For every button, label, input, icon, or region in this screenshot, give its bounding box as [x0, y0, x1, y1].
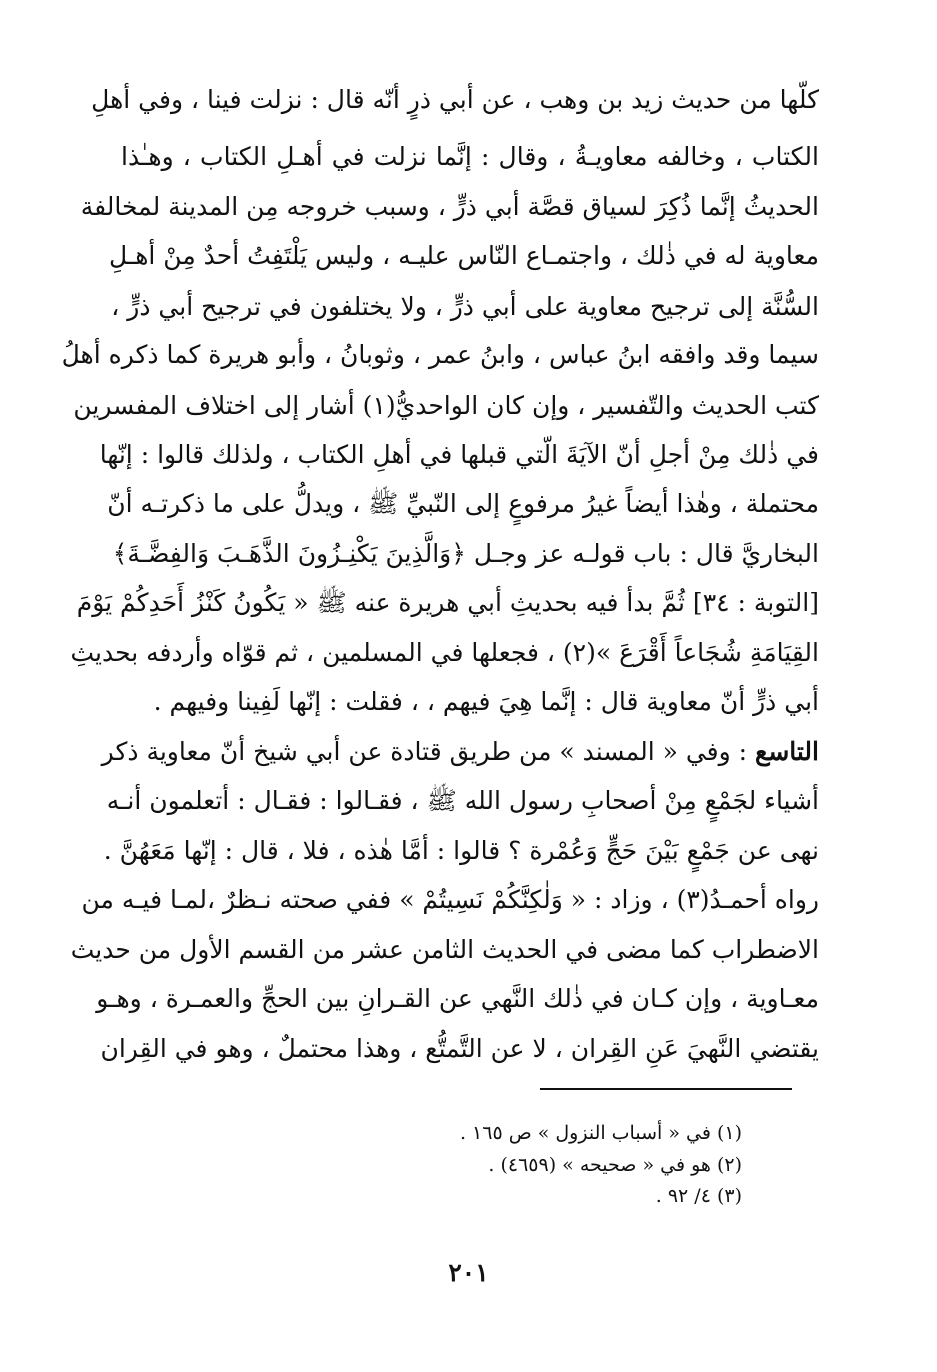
body-line: الحديثُ إنَّما ذُكِرَ لسياق قصَّة أبي ذرٍّ ، وسبب خروجه مِن المدينة لمخالفة: [80, 192, 819, 221]
body-line: السُّنَّة إلى ترجيح معاوية على أبي ذرٍّ ، ولا يختلفون في ترجيح أبي ذرٍّ ،: [111, 292, 819, 321]
page-number: ٢٠١: [448, 1258, 489, 1287]
body-line: البخاريَّ قال : باب قولـه عز وجـل ﴿وَالَّذِينَ يَكْنِـزُونَ الذَّهَـبَ وَالفِضَّـةَ﴾: [112, 539, 819, 568]
footnote: (٢) هو في « صحيحه » (٤٦٥٩) .: [488, 1154, 742, 1176]
paragraph-first-line: [101, 728, 819, 776]
body-line: نهى عن جَمْعٍ بَيْنَ حَجٍّ وَعُمْرة ؟ قالوا : أمَّا هٰذه ، فلا ، قال : إنّها مَعَهُنَّ .: [103, 836, 819, 865]
body-line: رواه أحمـدُ(٣) ، وزاد : « وَلٰكِنَّكُمْ نَسِيتُمْ » ففي صحته نـظرٌ ،لمـا فيـه من: [81, 885, 819, 914]
paragraph-text: : وفي « المسند » من طريق قتادة عن أبي شيخ أنّ معاوية ذكر: [101, 737, 756, 766]
body-line: يقتضي النَّهيَ عَنِ القِران ، لا عن التَّمتُّع ، وهذا محتملٌ ، وهو في القِران: [100, 1034, 819, 1063]
body-line: أشياء لجَمْعٍ مِنْ أصحابِ رسول الله ﷺ ، فقـالوا : فقـال : أتعلمون أنـه: [106, 786, 819, 815]
body-line: الكتاب ، وخالفه معاويـةُ ، وقال : إنَّما نزلت في أهـلِ الكتاب ، وهـٰذا: [121, 142, 819, 171]
body-line: محتملة ، وهٰذا أيضاً غيرُ مرفوعٍ إلى النّبيِّ ﷺ ، ويدلُّ على ما ذكرتـه أنّ: [107, 489, 819, 518]
paragraph-heading: التاسع: [755, 737, 819, 766]
footnote-separator: [540, 1088, 792, 1090]
body-line: كتب الحديث والتّفسير ، وإن كان الواحديُّ(١) أشار إلى اختلاف المفسرين: [73, 391, 819, 420]
body-line: كلّها من حديث زيد بن وهب ، عن أبي ذرٍ أنّه قال : نزلت فينا ، وفي أهلِ: [91, 85, 819, 114]
body-line: في ذٰلك مِنْ أجلِ أنّ الآيَةَ الّتي قبلها في أهلِ الكتاب ، ولذلك قالوا : إنّها: [99, 440, 819, 469]
footnote: (١) في « أسباب النزول » ص ١٦٥ .: [459, 1122, 742, 1144]
body-line: سيما وقد وافقه ابنُ عباس ، وابنُ عمر ، وثوبانُ ، وأبو هريرة كما ذكره أهلُ: [61, 340, 819, 369]
body-line: الاضطراب كما مضى في الحديث الثامن عشر من القسم الأول من حديث: [70, 935, 819, 964]
body-line: أبي ذرٍّ أنّ معاوية قال : إنَّما هِيَ فيهم ، ، فقلت : إنّها لَفِينا وفيهم .: [153, 687, 819, 716]
body-line: [التوبة : ٣٤] ثُمَّ بدأ فيه بحديثِ أبي هريرة عنه ﷺ « يَكُونُ كَنْزُ أَحَدِكُمْ يَوْمَ: [76, 588, 819, 617]
footnote: (٣) ٤/ ٩٢ .: [655, 1185, 742, 1207]
body-line: القِيَامَةِ شُجَاعاً أَقْرَعَ »(٢) ، فجعلها في المسلمين ، ثم قوّاه وأردفه بحديثِ: [70, 638, 819, 667]
body-line: معاوية له في ذٰلك ، واجتمـاع النّاس عليـه ، وليس يَلْتَفِتُ أحدٌ مِنْ أهـلِ: [108, 241, 819, 270]
body-line: معـاوية ، وإن كـان في ذٰلك النَّهي عن القـرانِ بين الحجِّ والعمـرة ، وهـو: [96, 984, 819, 1013]
